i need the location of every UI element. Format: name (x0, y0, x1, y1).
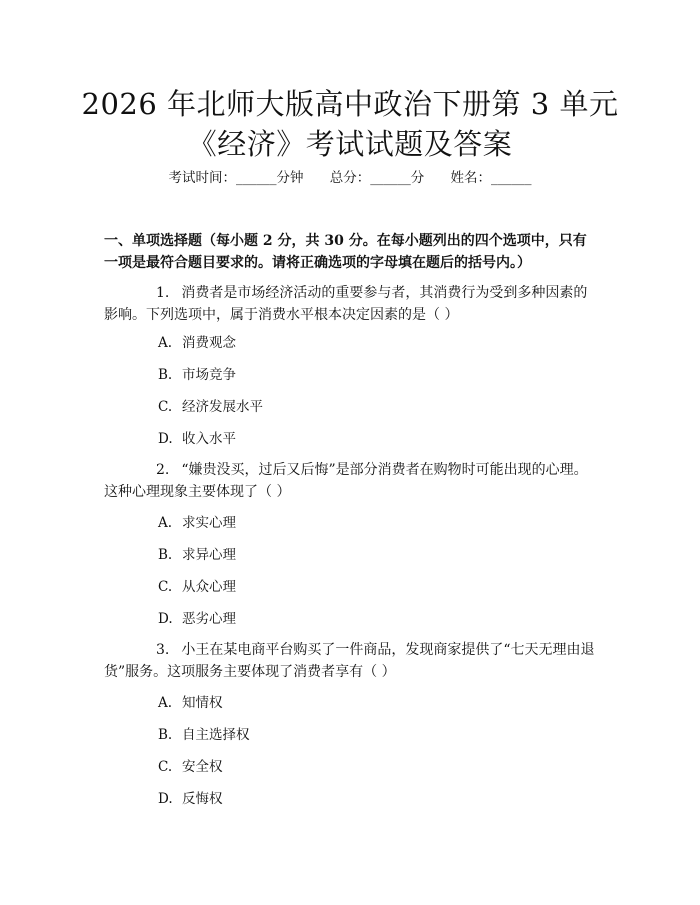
option-text: 反悔权 (182, 791, 223, 807)
option-text: 安全权 (182, 759, 223, 775)
option-text: 收入水平 (182, 431, 236, 447)
option-letter: C. (158, 579, 173, 595)
option-letter: A. (158, 335, 173, 351)
option-letter: D. (158, 611, 173, 627)
option-letter: C. (158, 399, 173, 415)
option-text: 自主选择权 (182, 727, 250, 743)
option-letter: A. (158, 695, 173, 711)
option-text: 市场竞争 (182, 367, 236, 383)
option-text: 从众心理 (182, 579, 236, 595)
option-letter: A. (158, 515, 173, 531)
option-3b (158, 725, 250, 745)
question-text: 小王在某电商平台购买了一件商品，发现商家提供了“七天无理由退货”服务。这项服务主要体现了消费者享有（ ） (104, 642, 595, 680)
option-2a (158, 513, 236, 533)
option-3d (158, 789, 223, 809)
option-1d (158, 429, 236, 449)
option-letter: B. (158, 367, 173, 383)
option-text: 求实心理 (182, 515, 236, 531)
option-letter: B. (158, 727, 173, 743)
option-2b (158, 545, 236, 565)
option-1b (158, 365, 236, 385)
option-3a (158, 693, 223, 713)
option-text: 消费观念 (182, 335, 236, 351)
section-heading: 一、单项选择题（每小题 2 分，共 30 分。在每小题列出的四个选项中，只有一项是最符合题目要求的。请将正确选项的字母填在题后的括号内。） (104, 233, 587, 271)
option-text: 求异心理 (182, 547, 236, 563)
option-text: 知情权 (182, 695, 223, 711)
question-text: “嫌贵没买，过后又后悔”是部分消费者在购物时可能出现的心理。这种心理现象主要体现了（ ） (104, 462, 588, 500)
question-3 (104, 639, 600, 683)
option-letter: D. (158, 431, 173, 447)
option-2d (158, 609, 236, 629)
document-title: 2026 年北师大版高中政治下册第 3 单元《经济》考试试题及答案 (81, 87, 619, 161)
option-3c (158, 757, 223, 777)
question-number: 3. (156, 642, 170, 658)
question-1 (104, 282, 600, 326)
option-letter: D. (158, 791, 173, 807)
question-number: 1. (156, 285, 170, 301)
exam-info-line (0, 168, 700, 188)
option-letter: B. (158, 547, 173, 563)
question-text: 消费者是市场经济活动的重要参与者，其消费行为受到多种因素的影响。下列选项中，属于消费水平根本决定因素的是（ ） (104, 285, 588, 323)
option-text: 恶劣心理 (182, 611, 236, 627)
name-field: 姓名：______ (450, 170, 532, 186)
question-2 (104, 459, 600, 503)
option-1c (158, 397, 263, 417)
question-number: 2. (156, 462, 170, 478)
option-1a (158, 333, 236, 353)
exam-time-field: 考试时间：______分钟 (168, 170, 304, 186)
option-text: 经济发展水平 (182, 399, 263, 415)
total-score-field: 总分：______分 (329, 170, 425, 186)
option-2c (158, 577, 236, 597)
option-letter: C. (158, 759, 173, 775)
